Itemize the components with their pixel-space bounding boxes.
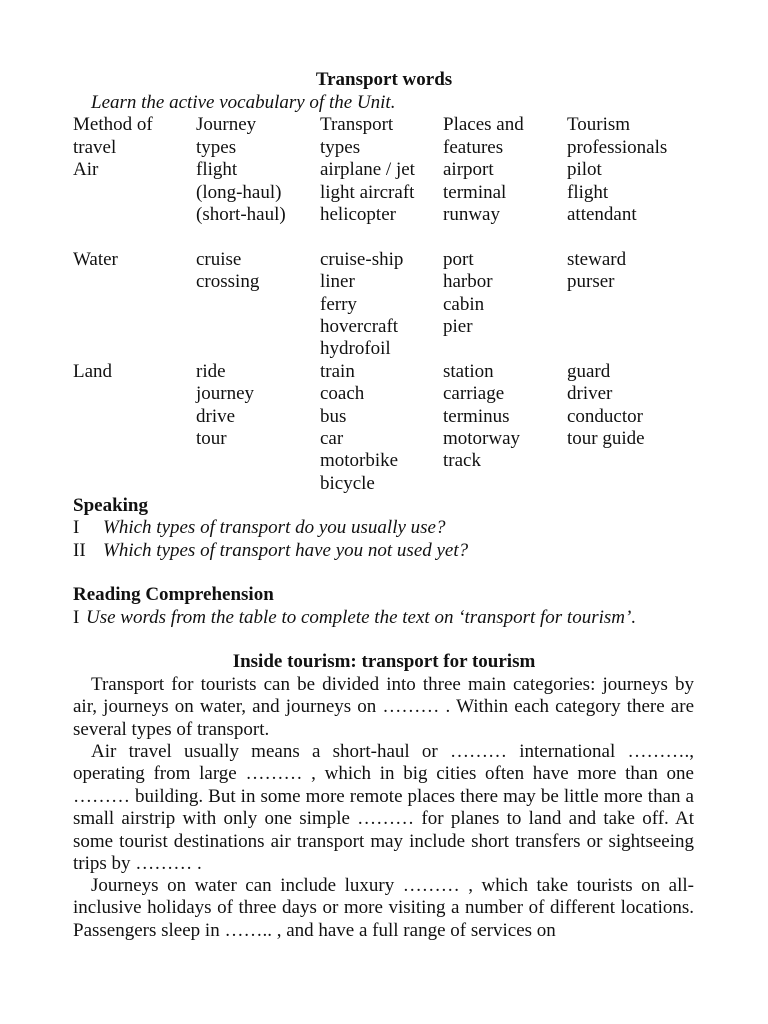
header-professionals-line2: professionals: [567, 137, 668, 158]
table-cell: guard: [567, 361, 611, 382]
table-cell: bus: [320, 406, 347, 427]
article-paragraph: [73, 875, 694, 942]
table-cell: driver: [567, 383, 613, 404]
speaking-question-number: II: [73, 540, 86, 561]
table-cell: motorbike: [320, 450, 399, 471]
reading-instruction-number: I: [73, 607, 80, 628]
header-places-line2: features: [443, 137, 504, 158]
header-journey-line2: types: [196, 137, 237, 158]
speaking-question: Which types of transport have you not used yet?: [103, 540, 469, 561]
table-cell: coach: [320, 383, 365, 404]
table-cell: cabin: [443, 294, 485, 315]
table-cell: helicopter: [320, 204, 396, 225]
header-transport-line2: types: [320, 137, 361, 158]
table-cell: airport: [443, 159, 494, 180]
reading-instruction: Use words from the table to complete the text on ‘transport for tourism’.: [86, 607, 637, 628]
table-cell: hydrofoil: [320, 338, 391, 359]
speaking-question: Which types of transport do you usually use?: [103, 517, 446, 538]
article-paragraph-text: Air travel usually means a short-haul or ……… international ………., operating from large ……… , which in big cities often have more than one ……… building. But in some more remote places there may be little more than a small airstrip with only one simple ……… for planes to land and take off. At some tourist destinations air transport may include short transfers or sightseeing trips by ……… .: [73, 741, 694, 875]
table-cell: station: [443, 361, 494, 382]
method-land: Land: [73, 361, 113, 382]
table-cell: flight: [567, 182, 609, 203]
table-cell: light aircraft: [320, 182, 415, 203]
table-cell: purser: [567, 271, 615, 292]
header-method-line2: travel: [73, 137, 117, 158]
speaking-question-number: I: [73, 517, 80, 538]
table-cell: bicycle: [320, 473, 375, 494]
table-cell: crossing: [196, 271, 260, 292]
article-paragraph: [73, 674, 694, 741]
table-cell: drive: [196, 406, 236, 427]
article-paragraph-text: Transport for tourists can be divided into three main categories: journeys by air, journeys on water, and journeys on ……… . Within each category there are several types of transport.: [73, 674, 694, 740]
table-cell: (short-haul): [196, 204, 286, 225]
table-cell: track: [443, 450, 481, 471]
table-cell: pier: [443, 316, 473, 337]
table-cell: journey: [196, 383, 255, 404]
table-cell: train: [320, 361, 355, 382]
table-cell: attendant: [567, 204, 637, 225]
header-places-line1: Places and: [443, 114, 524, 135]
table-cell: harbor: [443, 271, 493, 292]
article-paragraph-text: Journeys on water can include luxury ……… , which take tourists on all-inclusive holidays of three days or more visiting a number of different locations. Passengers sleep in …….. , and have a full range of services on: [73, 875, 694, 941]
table-cell: conductor: [567, 406, 643, 427]
method-water: Water: [73, 249, 118, 270]
header-transport-line1: Transport: [320, 114, 394, 135]
page-title: Transport words: [315, 69, 453, 90]
table-cell: ride: [196, 361, 226, 382]
table-cell: terminal: [443, 182, 507, 203]
header-journey-line1: Journey: [196, 114, 257, 135]
table-cell: airplane / jet: [320, 159, 415, 180]
table-cell: carriage: [443, 383, 505, 404]
table-cell: motorway: [443, 428, 521, 449]
table-cell: steward: [567, 249, 627, 270]
table-cell: cruise: [196, 249, 242, 270]
table-cell: ferry: [320, 294, 357, 315]
table-cell: tour: [196, 428, 227, 449]
table-cell: car: [320, 428, 344, 449]
header-professionals-line1: Tourism: [567, 114, 631, 135]
table-cell: terminus: [443, 406, 510, 427]
table-cell: (long-haul): [196, 182, 282, 203]
header-method-line1: Method of: [73, 114, 153, 135]
table-cell: liner: [320, 271, 355, 292]
table-cell: runway: [443, 204, 500, 225]
table-cell: pilot: [567, 159, 602, 180]
table-cell: flight: [196, 159, 238, 180]
method-air: Air: [73, 159, 99, 180]
article-title: Inside tourism: transport for tourism: [232, 651, 536, 672]
speaking-heading: Speaking: [73, 495, 148, 516]
article-paragraph: [73, 741, 694, 875]
table-cell: port: [443, 249, 474, 270]
table-cell: tour guide: [567, 428, 645, 449]
table-cell: hovercraft: [320, 316, 399, 337]
reading-heading: Reading Comprehension: [73, 584, 274, 605]
page-subtitle: Learn the active vocabulary of the Unit.: [91, 92, 396, 113]
table-cell: cruise-ship: [320, 249, 404, 270]
